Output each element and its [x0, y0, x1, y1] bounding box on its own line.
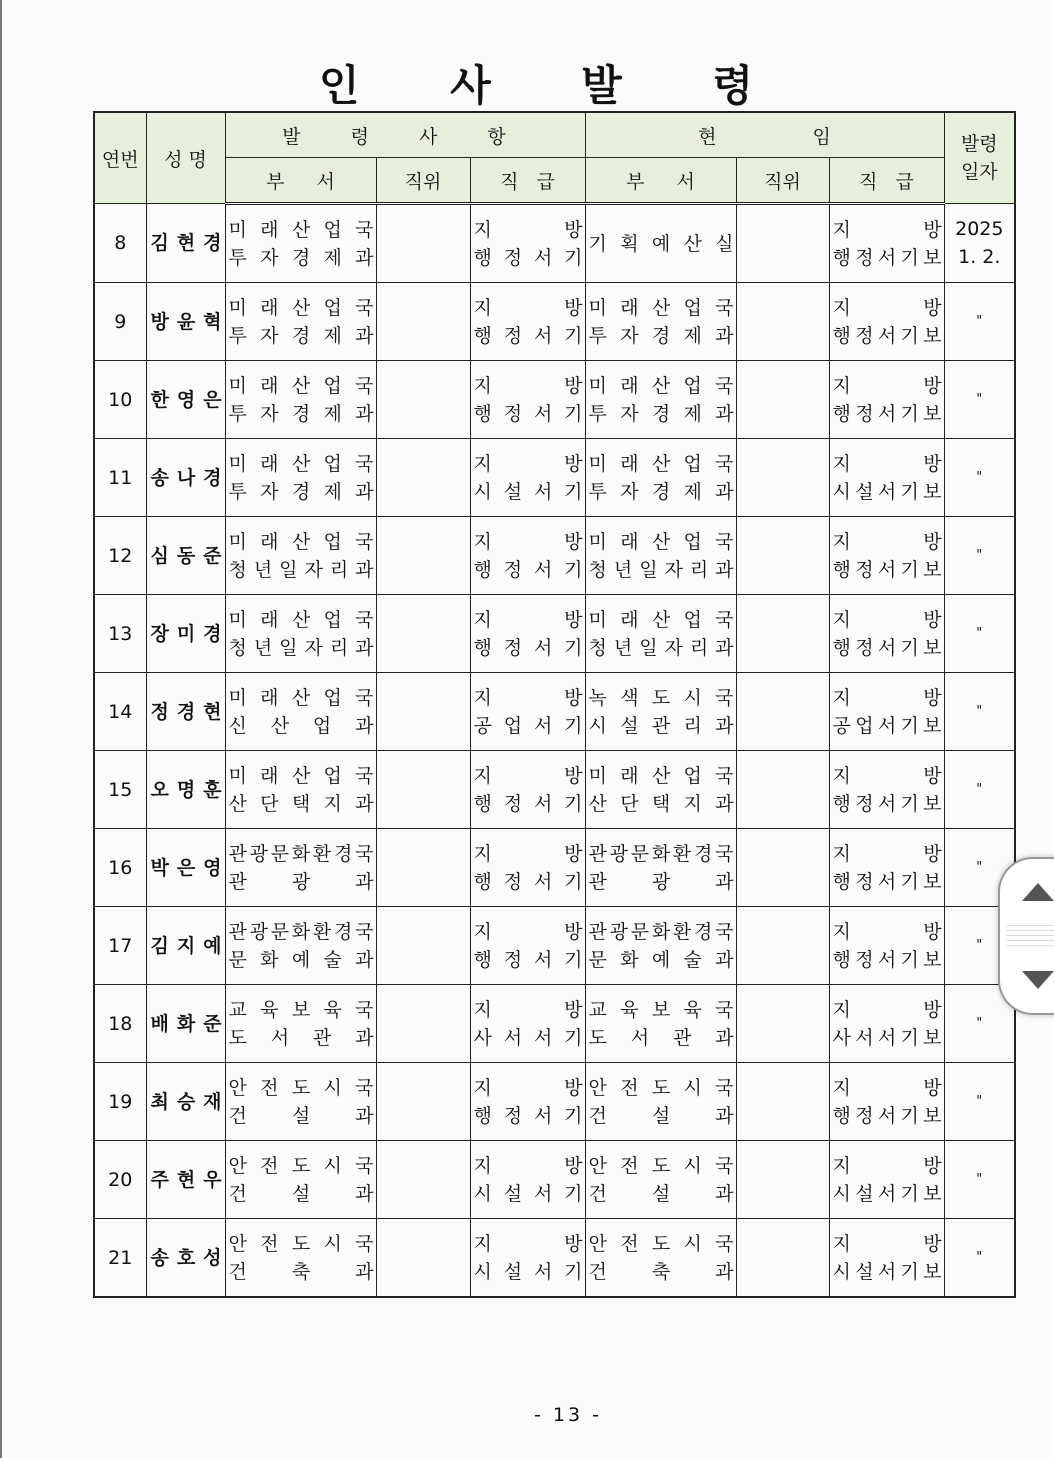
order-grade	[470, 1063, 585, 1141]
spread-text: 송 호 성	[150, 1246, 222, 1269]
spread-text: 미 래 산 업 국	[588, 530, 734, 553]
current-dept	[585, 517, 736, 595]
personnel-table	[93, 111, 1016, 1298]
order-grade	[470, 361, 585, 439]
order-grade	[470, 517, 585, 595]
current-position	[736, 907, 829, 985]
row-name	[146, 595, 225, 673]
spread-text: 투 자 경 제 과	[228, 402, 374, 425]
current-dept	[585, 673, 736, 751]
row-name	[146, 283, 225, 361]
spread-text: 김 지 예	[150, 934, 222, 957]
spread-text: 미 래 산 업 국	[588, 452, 734, 475]
row-date: "	[944, 751, 1015, 829]
spread-text: 오 명 훈	[150, 778, 222, 801]
row-date: "	[944, 361, 1015, 439]
spread-text: 시 설 서 기	[473, 480, 583, 503]
current-dept	[585, 985, 736, 1063]
spread-text: 행 정 서 기 보	[832, 558, 942, 581]
row-date: "	[944, 1219, 1015, 1298]
spread-text: 최 승 재	[150, 1090, 222, 1113]
row-name	[146, 751, 225, 829]
spread-text: 행 정 서 기 보	[832, 324, 942, 347]
row-no: 17	[94, 907, 146, 985]
spread-text: 미 래 산 업 국	[228, 530, 374, 553]
order-dept	[225, 595, 376, 673]
order-dept	[225, 283, 376, 361]
spread-text: 미 래 산 업 국	[228, 686, 374, 709]
row-date: "	[944, 439, 1015, 517]
spread-text: 지 방	[832, 218, 942, 241]
row-no: 12	[94, 517, 146, 595]
spread-text: 지 방	[832, 296, 942, 319]
spread-text: 청 년 일 자 리 과	[588, 558, 734, 581]
spread-text: 지 방	[832, 998, 942, 1021]
spread-text: 행 정 서 기	[473, 246, 583, 269]
row-name	[146, 673, 225, 751]
page-edge	[0, 0, 2, 1458]
header-current-label: 현 임	[698, 125, 831, 148]
spread-text: 관 광 과	[228, 870, 374, 893]
header-no: 연번	[94, 112, 146, 204]
spread-text: 송 나 경	[150, 466, 222, 489]
spread-text: 지 방	[473, 1154, 583, 1177]
order-position	[376, 829, 470, 907]
row-no: 15	[94, 751, 146, 829]
row-date: "	[944, 595, 1015, 673]
spread-text: 미 래 산 업 국	[228, 764, 374, 787]
spread-text: 문 화 예 술 과	[588, 948, 734, 971]
spread-text: 정 경 현	[150, 700, 222, 723]
table-row	[94, 751, 1015, 829]
spread-text: 행 정 서 기 보	[832, 870, 942, 893]
row-name	[146, 907, 225, 985]
spread-text: 행 정 서 기 보	[832, 792, 942, 815]
current-dept	[585, 1219, 736, 1298]
spread-text: 지 방	[832, 608, 942, 631]
spread-text: 안 전 도 시 국	[228, 1076, 374, 1099]
current-position	[736, 283, 829, 361]
order-position	[376, 673, 470, 751]
header-current-grade: 직 급	[829, 158, 944, 204]
order-dept	[225, 517, 376, 595]
spread-text: 지 방	[473, 842, 583, 865]
order-dept	[225, 907, 376, 985]
spread-text: 사 서 서 기 보	[832, 1026, 942, 1049]
current-dept	[585, 595, 736, 673]
current-position	[736, 1063, 829, 1141]
row-date: "	[944, 829, 1015, 907]
table-row	[94, 283, 1015, 361]
row-date: "	[944, 673, 1015, 751]
spread-text: 건 설 과	[588, 1182, 734, 1205]
spread-text: 행 정 서 기 보	[832, 948, 942, 971]
table-row	[94, 595, 1015, 673]
row-date: "	[944, 283, 1015, 361]
spread-text: 행 정 서 기	[473, 948, 583, 971]
order-dept	[225, 829, 376, 907]
spread-text: 신 산 업 과	[228, 714, 374, 737]
spread-text: 시 설 서 기	[473, 1260, 583, 1283]
spread-text: 투 자 경 제 과	[588, 480, 734, 503]
order-grade	[470, 439, 585, 517]
current-position	[736, 673, 829, 751]
spread-text: 기 획 예 산 실	[588, 232, 734, 255]
order-position	[376, 1219, 470, 1298]
spread-text: 행 정 서 기	[473, 870, 583, 893]
current-dept	[585, 1063, 736, 1141]
row-no: 20	[94, 1141, 146, 1219]
order-position	[376, 985, 470, 1063]
current-grade	[829, 751, 944, 829]
order-grade	[470, 673, 585, 751]
spread-text: 문 화 예 술 과	[228, 948, 374, 971]
spread-text: 한 영 은	[150, 388, 222, 411]
current-grade	[829, 907, 944, 985]
current-dept	[585, 907, 736, 985]
row-name	[146, 1141, 225, 1219]
order-dept	[225, 204, 376, 283]
spread-text: 산 단 택 지 과	[588, 792, 734, 815]
spread-text: 미 래 산 업 국	[228, 452, 374, 475]
current-grade	[829, 361, 944, 439]
current-grade	[829, 1141, 944, 1219]
spread-text: 안 전 도 시 국	[228, 1154, 374, 1177]
header-order	[225, 112, 585, 158]
current-dept	[585, 1141, 736, 1219]
spread-text: 투 자 경 제 과	[588, 324, 734, 347]
spread-text: 교 육 보 육 국	[228, 998, 374, 1021]
row-date: "	[944, 907, 1015, 985]
current-grade	[829, 985, 944, 1063]
spread-text: 김 현 경	[150, 232, 222, 254]
current-dept	[585, 751, 736, 829]
spread-text: 안 전 도 시 국	[228, 1232, 374, 1255]
row-name	[146, 517, 225, 595]
spread-text: 청 년 일 자 리 과	[228, 558, 374, 581]
spread-text: 건 축 과	[228, 1260, 374, 1283]
current-dept	[585, 283, 736, 361]
row-name	[146, 1063, 225, 1141]
spread-text: 도 서 관 과	[228, 1026, 374, 1049]
spread-text: 행 정 서 기	[473, 636, 583, 659]
spread-text: 안 전 도 시 국	[588, 1154, 734, 1177]
current-grade	[829, 439, 944, 517]
order-position	[376, 751, 470, 829]
spread-text: 투 자 경 제 과	[228, 246, 374, 269]
header-order-grade: 직 급	[470, 158, 585, 204]
spread-text: 행 정 서 기 보	[832, 636, 942, 659]
order-dept	[225, 673, 376, 751]
current-dept	[585, 204, 736, 283]
spread-text: 관 광 문 화 환 경 국	[588, 842, 734, 865]
spread-text: 시 설 관 리 과	[588, 714, 734, 737]
order-position	[376, 361, 470, 439]
row-name	[146, 204, 225, 283]
table-row	[94, 517, 1015, 595]
spread-text: 안 전 도 시 국	[588, 1076, 734, 1099]
spread-text: 행 정 서 기 보	[832, 246, 942, 269]
current-position	[736, 829, 829, 907]
row-no: 9	[94, 283, 146, 361]
order-position	[376, 1141, 470, 1219]
spread-text: 관 광 문 화 환 경 국	[588, 920, 734, 943]
spread-text: 지 방	[832, 374, 942, 397]
spread-text: 심 동 준	[150, 544, 222, 567]
triangle-up-icon[interactable]	[1022, 883, 1054, 901]
row-no: 11	[94, 439, 146, 517]
row-no: 10	[94, 361, 146, 439]
spread-text: 지 방	[832, 530, 942, 553]
current-dept	[585, 361, 736, 439]
row-no: 21	[94, 1219, 146, 1298]
current-grade	[829, 517, 944, 595]
row-no: 18	[94, 985, 146, 1063]
spread-text: 행 정 서 기	[473, 1104, 583, 1127]
header-name: 성 명	[146, 112, 225, 204]
spread-text: 미 래 산 업 국	[588, 374, 734, 397]
spread-text: 지 방	[832, 842, 942, 865]
spread-text: 장 미 경	[150, 622, 222, 645]
current-grade	[829, 1219, 944, 1298]
spread-text: 건 축 과	[588, 1260, 734, 1283]
spread-text: 투 자 경 제 과	[588, 402, 734, 425]
spread-text: 주 현 우	[150, 1168, 222, 1191]
current-grade	[829, 673, 944, 751]
spread-text: 지 방	[832, 686, 942, 709]
order-grade	[470, 595, 585, 673]
order-dept	[225, 361, 376, 439]
table-row	[94, 361, 1015, 439]
current-position	[736, 1219, 829, 1298]
spread-text: 박 은 영	[150, 856, 222, 879]
spread-text: 시 설 서 기 보	[832, 1260, 942, 1283]
spread-text: 청 년 일 자 리 과	[228, 636, 374, 659]
spread-text: 지 방	[832, 452, 942, 475]
spread-text: 행 정 서 기	[473, 324, 583, 347]
order-dept	[225, 439, 376, 517]
spread-text: 지 방	[473, 374, 583, 397]
table-row	[94, 1219, 1015, 1298]
spread-text: 행 정 서 기 보	[832, 402, 942, 425]
spread-text: 지 방	[473, 998, 583, 1021]
row-date: 2025 1. 2.	[944, 204, 1015, 283]
spread-text: 시 설 서 기	[473, 1182, 583, 1205]
current-position	[736, 985, 829, 1063]
row-name	[146, 439, 225, 517]
spread-text: 청 년 일 자 리 과	[588, 636, 734, 659]
row-name	[146, 985, 225, 1063]
order-grade	[470, 907, 585, 985]
row-name	[146, 829, 225, 907]
spread-text: 도 서 관 과	[588, 1026, 734, 1049]
row-no: 8	[94, 204, 146, 283]
row-no: 16	[94, 829, 146, 907]
current-position	[736, 595, 829, 673]
order-position	[376, 283, 470, 361]
triangle-down-icon[interactable]	[1022, 971, 1054, 989]
spread-text: 미 래 산 업 국	[588, 608, 734, 631]
order-position	[376, 439, 470, 517]
spread-text: 관 광 문 화 환 경 국	[228, 842, 374, 865]
spread-text: 배 화 준	[150, 1012, 222, 1035]
current-grade	[829, 1063, 944, 1141]
order-grade	[470, 1141, 585, 1219]
table-row	[94, 829, 1015, 907]
current-position	[736, 517, 829, 595]
table-row	[94, 673, 1015, 751]
spread-text: 관 광 과	[588, 870, 734, 893]
spread-text: 녹 색 도 시 국	[588, 686, 734, 709]
spread-text: 지 방	[473, 608, 583, 631]
page-scroll-control[interactable]	[998, 857, 1054, 1015]
row-no: 13	[94, 595, 146, 673]
header-order-dept: 부 서	[225, 158, 376, 204]
spread-text: 지 방	[473, 1076, 583, 1099]
current-position	[736, 439, 829, 517]
current-position	[736, 361, 829, 439]
header-current-position: 직위	[736, 158, 829, 204]
current-grade	[829, 283, 944, 361]
page-number: - 13 -	[534, 1404, 602, 1426]
spread-text: 지 방	[473, 764, 583, 787]
header-order-position: 직위	[376, 158, 470, 204]
current-position	[736, 751, 829, 829]
spread-text: 지 방	[473, 452, 583, 475]
spread-text: 미 래 산 업 국	[228, 218, 374, 241]
spread-text: 교 육 보 육 국	[588, 998, 734, 1021]
spread-text: 행 정 서 기	[473, 558, 583, 581]
table-row	[94, 1141, 1015, 1219]
current-grade	[829, 595, 944, 673]
spread-text: 지 방	[473, 530, 583, 553]
page-title: 인 사 발 령	[318, 61, 792, 110]
spread-text: 지 방	[832, 920, 942, 943]
current-grade	[829, 204, 944, 283]
spread-text: 지 방	[832, 1232, 942, 1255]
table-row	[94, 985, 1015, 1063]
spread-text: 안 전 도 시 국	[588, 1232, 734, 1255]
table-row	[94, 907, 1015, 985]
row-date: "	[944, 1141, 1015, 1219]
spread-text: 미 래 산 업 국	[228, 296, 374, 319]
spread-text: 지 방	[473, 920, 583, 943]
order-position	[376, 517, 470, 595]
order-dept	[225, 1141, 376, 1219]
spread-text: 공 업 서 기 보	[832, 714, 942, 737]
spread-text: 미 래 산 업 국	[588, 764, 734, 787]
spread-text: 투 자 경 제 과	[228, 324, 374, 347]
spread-text: 행 정 서 기 보	[832, 1104, 942, 1127]
spread-text: 미 래 산 업 국	[228, 608, 374, 631]
order-dept	[225, 1219, 376, 1298]
header-date: 발령 일자	[944, 112, 1015, 204]
order-grade	[470, 1219, 585, 1298]
order-dept	[225, 1063, 376, 1141]
order-grade	[470, 751, 585, 829]
current-position	[736, 204, 829, 283]
order-position	[376, 595, 470, 673]
spread-text: 미 래 산 업 국	[588, 296, 734, 319]
table-row	[94, 204, 1015, 283]
order-grade	[470, 985, 585, 1063]
spread-text: 지 방	[473, 218, 583, 241]
header-current	[585, 112, 944, 158]
spread-text: 지 방	[832, 1076, 942, 1099]
row-no: 14	[94, 673, 146, 751]
current-dept	[585, 829, 736, 907]
spread-text: 공 업 서 기	[473, 714, 583, 737]
spread-text: 시 설 서 기 보	[832, 1182, 942, 1205]
order-grade	[470, 283, 585, 361]
order-position	[376, 204, 470, 283]
spread-text: 지 방	[473, 686, 583, 709]
header-order-label: 발 령 사 항	[282, 125, 528, 148]
spread-text: 지 방	[473, 1232, 583, 1255]
row-date: "	[944, 1063, 1015, 1141]
order-grade	[470, 829, 585, 907]
spread-text: 산 단 택 지 과	[228, 792, 374, 815]
header-current-dept: 부 서	[585, 158, 736, 204]
order-dept	[225, 985, 376, 1063]
current-position	[736, 1141, 829, 1219]
table-row	[94, 1063, 1015, 1141]
spread-text: 미 래 산 업 국	[228, 374, 374, 397]
spread-text: 행 정 서 기	[473, 792, 583, 815]
spread-text: 시 설 서 기 보	[832, 480, 942, 503]
current-grade	[829, 829, 944, 907]
spread-text: 투 자 경 제 과	[228, 480, 374, 503]
spread-text: 지 방	[832, 1154, 942, 1177]
order-grade	[470, 204, 585, 283]
spread-text: 방 윤 혁	[150, 310, 222, 333]
row-name	[146, 361, 225, 439]
row-no: 19	[94, 1063, 146, 1141]
spread-text: 건 설 과	[588, 1104, 734, 1127]
row-name	[146, 1219, 225, 1298]
current-dept	[585, 439, 736, 517]
spread-text: 건 설 과	[228, 1104, 374, 1127]
scroll-grip[interactable]	[1006, 925, 1054, 949]
spread-text: 사 서 서 기	[473, 1026, 583, 1049]
spread-text: 관 광 문 화 환 경 국	[228, 920, 374, 943]
spread-text: 행 정 서 기	[473, 402, 583, 425]
row-date: "	[944, 517, 1015, 595]
spread-text: 건 설 과	[228, 1182, 374, 1205]
order-position	[376, 1063, 470, 1141]
table-row	[94, 439, 1015, 517]
order-position	[376, 907, 470, 985]
row-date: "	[944, 985, 1015, 1063]
order-dept	[225, 751, 376, 829]
spread-text: 지 방	[473, 296, 583, 319]
spread-text: 지 방	[832, 764, 942, 787]
